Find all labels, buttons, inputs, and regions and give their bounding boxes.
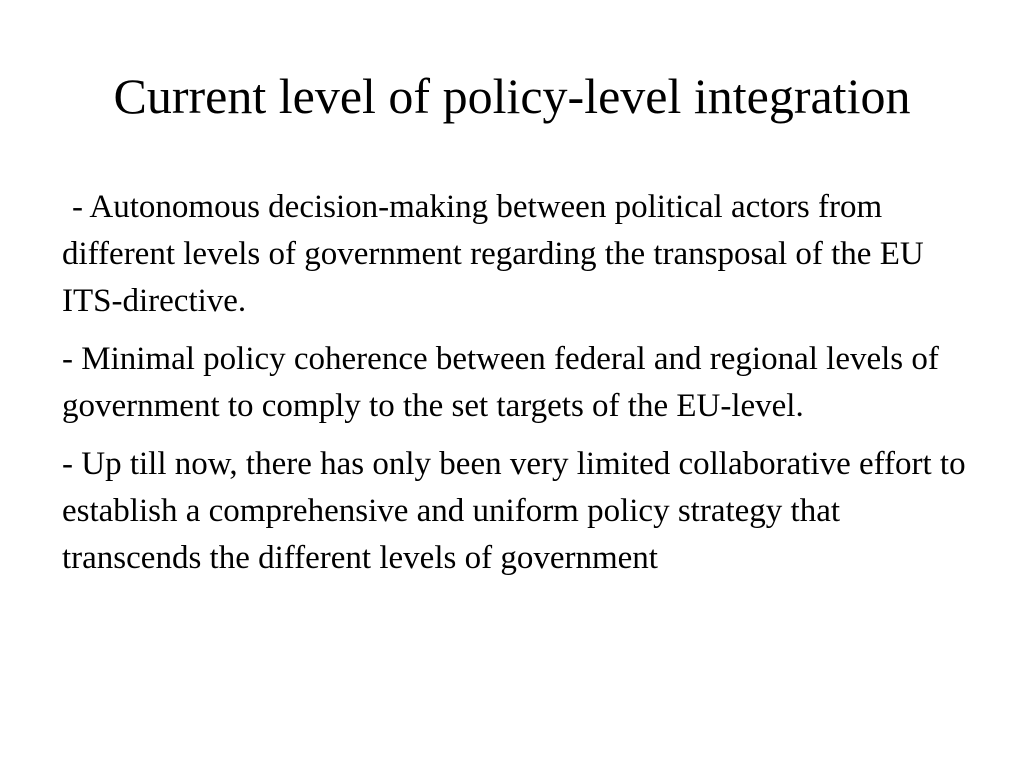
bullet-item: - Autonomous decision-making between political actors from different levels of government regarding the transposal of the EU ITS-directive. [62, 189, 924, 319]
slide-body [62, 184, 972, 593]
bullet-item: - Up till now, there has only been very limited collaborative effort to establish a comprehensive and uniform policy strategy that transcends the different levels of government [62, 446, 966, 576]
slide-title: Current level of policy-level integration [113, 68, 911, 124]
bullet-item: - Minimal policy coherence between federal and regional levels of government to comply to the set targets of the EU-level. [62, 341, 939, 424]
